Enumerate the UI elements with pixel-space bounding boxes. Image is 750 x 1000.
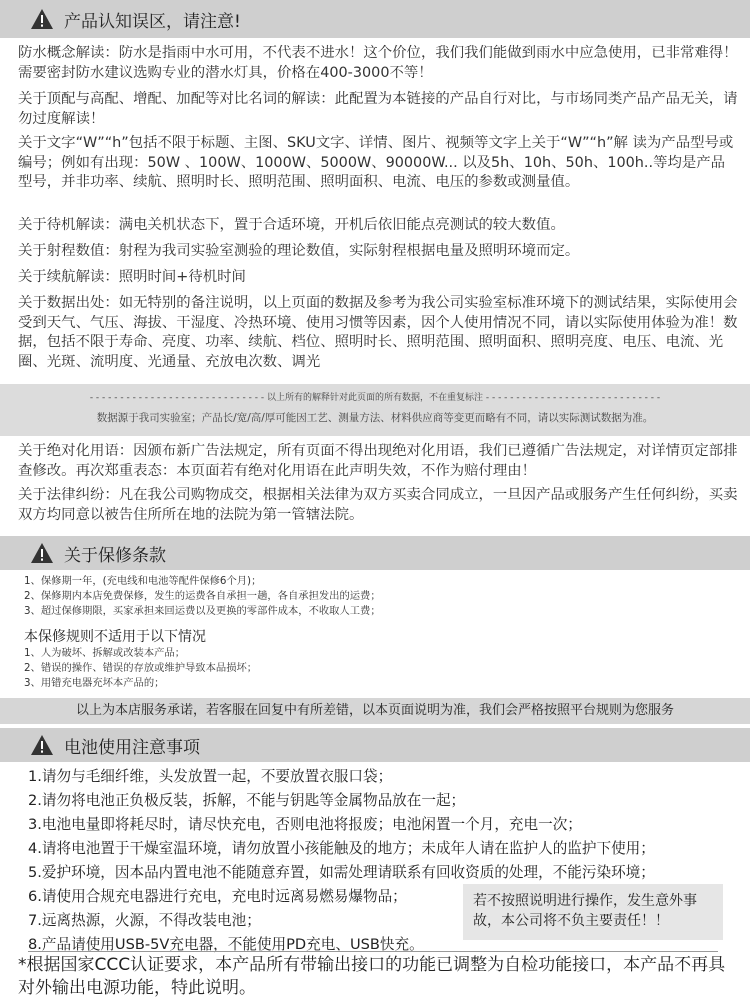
exclusion-item: 1、人为破坏、拆解或改装本产品； xyxy=(24,647,186,659)
warranty-item: 3、超过保修期限，买家承担来回运费以及更换的零部件成本，不收取人工费； xyxy=(24,605,381,617)
paragraph-absolute-terms: 关于绝对化用语：因颁布新广告法规定，所有页面不得出现绝对化用语，我们已遵循广告法规定，对详情页定部排查修改。再次郑重表态：本页面若有绝对化用语在此声明失效，不作为赔付理由！ xyxy=(18,443,738,479)
paragraph-standby: 关于待机解读：满电关机状态下，置于合适环境，开机后依旧能点亮测试的较大数值。 xyxy=(18,217,565,233)
section-header-battery xyxy=(0,728,750,762)
battery-item: 5.爱护环境，因本品内置电池不能随意弃置，如需处理请联系有回收资质的处理，不能污染环境； xyxy=(28,864,655,881)
warranty-item: 2、保修期内本店免费保修，发生的运费各自承担一趟，各自承担发出的运费； xyxy=(24,590,381,602)
warning-icon xyxy=(30,8,54,30)
data-note-line1: - - - - - - - - - - - - - - - - - - - - - - - - - - - - - 以上所有的解释针对此页面的所有数据，不在重复标注 - - - - - - - - - - - - - - - - - - - - - - - - - - - - - xyxy=(89,393,661,403)
paragraph-config: 关于顶配与高配、增配、加配等对比名词的解读：此配置为本链接的产品自行对比，与市场同类产品产品无关，请勿过度解读！ xyxy=(18,91,738,127)
data-note-line2: 数据源于我司实验室；产品长/宽/高/厚可能因工艺、测量方法、材料供应商等变更而略有不同，请以实际测试数据为准。 xyxy=(96,412,654,424)
battery-item: 1.请勿与毛细纤维，头发放置一起，不要放置衣服口袋； xyxy=(28,768,393,785)
section-title: 关于保修条款 xyxy=(64,545,166,566)
exclusion-item: 2、错误的操作、错误的存放或维护导致本品损坏； xyxy=(24,662,258,674)
warning-icon xyxy=(30,542,54,564)
battery-item: 2.请勿将电池正负极反装，拆解，不能与钥匙等金属物品放在一起； xyxy=(28,792,466,809)
section-title: 产品认知误区，请注意! xyxy=(64,11,241,32)
service-commitment-bar: 以上为本店服务承诺，若客服在回复中有所差错，以本页面说明为准，我们会严格按照平台规则为您服务 xyxy=(0,698,750,724)
section-header-notice xyxy=(0,0,750,38)
battery-item: 4.请将电池置于干燥室温环境，请勿放置小孩能触及的地方；未成年人请在监护人的监护下使用； xyxy=(28,840,655,857)
data-note-box xyxy=(0,384,750,436)
paragraph-legal: 关于法律纠纷：凡在我公司购物成交，根据相关法律为双方买卖合同成立，一旦因产品或服务产生任何纠纷，买卖双方均同意以被告住所所在地的法院为第一管辖法院。 xyxy=(18,487,738,523)
liability-warning-box: 若不按照说明进行操作，发生意外事故，本公司将不负主要责任！！ xyxy=(463,884,723,940)
section-title: 电池使用注意事项 xyxy=(64,737,200,758)
paragraph-wh: 关于文字“W”“h”包括不限于标题、主图、SKU文字、详情、图片、视频等文字上关于“W”“h”解 读为产品型号或编号；例如有出现：50W 、100W、1000W、5000W、90000W... 以及5h、10h、50h、100h..等均是产品型号，并非功率、续航、照明时长、照明范围、照明面积、电流、电压的参数或测量值。 xyxy=(18,135,734,190)
paragraph-endurance: 关于续航解读：照明时间+待机时间 xyxy=(18,269,246,285)
paragraph-data-source: 关于数据出处：如无特别的备注说明，以上页面的数据及参考为我公司实验室标准环境下的测试结果，实际使用会受到天气、气压、海拔、干湿度、冷热环境、使用习惯等因素，因个人使用情况不同，请以实际使用体验为准！数据，包括不限于寿命、亮度、功率、续航、档位、照明时长、照明范围、照明面积、照明亮度、电压、电流、光圈、光斑、流明度、光通量、充放电次数、调光 xyxy=(18,295,738,370)
divider xyxy=(28,951,718,952)
warranty-item: 1、保修期一年，(充电线和电池等配件保修6个月)； xyxy=(24,575,262,587)
ccc-footnote: *根据国家CCC认证要求，本产品所有带输出接口的功能已调整为自检功能接口，本产品不再具对外输出电源功能，特此说明。 xyxy=(18,955,726,998)
warning-icon xyxy=(30,734,54,756)
battery-item: 7.远离热源，火源，不得改装电池； xyxy=(28,912,261,929)
paragraph-waterproof: 防水概念解读：防水是指雨中水可用，不代表不进水！这个价位，我们我们能做到雨水中应急使用，已非常难得！需要密封防水建议选购专业的潜水灯具，价格在400-3000不等！ xyxy=(18,45,738,81)
battery-item: 3.电池电量即将耗尽时，请尽快充电，否则电池将报废；电池闲置一个月，充电一次； xyxy=(28,816,582,833)
battery-item: 8.产品请使用USB-5V充电器，不能使用PD充电、USB快充。 xyxy=(28,936,424,953)
battery-item: 6.请使用合规充电器进行充电，充电时远离易燃易爆物品； xyxy=(28,888,407,905)
exclusion-item: 3、用错充电器充坏本产品的； xyxy=(24,677,165,689)
section-header-warranty xyxy=(0,536,750,570)
paragraph-range: 关于射程数值：射程为我司实验室测验的理论数值，实际射程根据电量及照明环境而定。 xyxy=(18,243,580,259)
warranty-exclusion-title: 本保修规则不适用于以下情况 xyxy=(24,629,206,645)
